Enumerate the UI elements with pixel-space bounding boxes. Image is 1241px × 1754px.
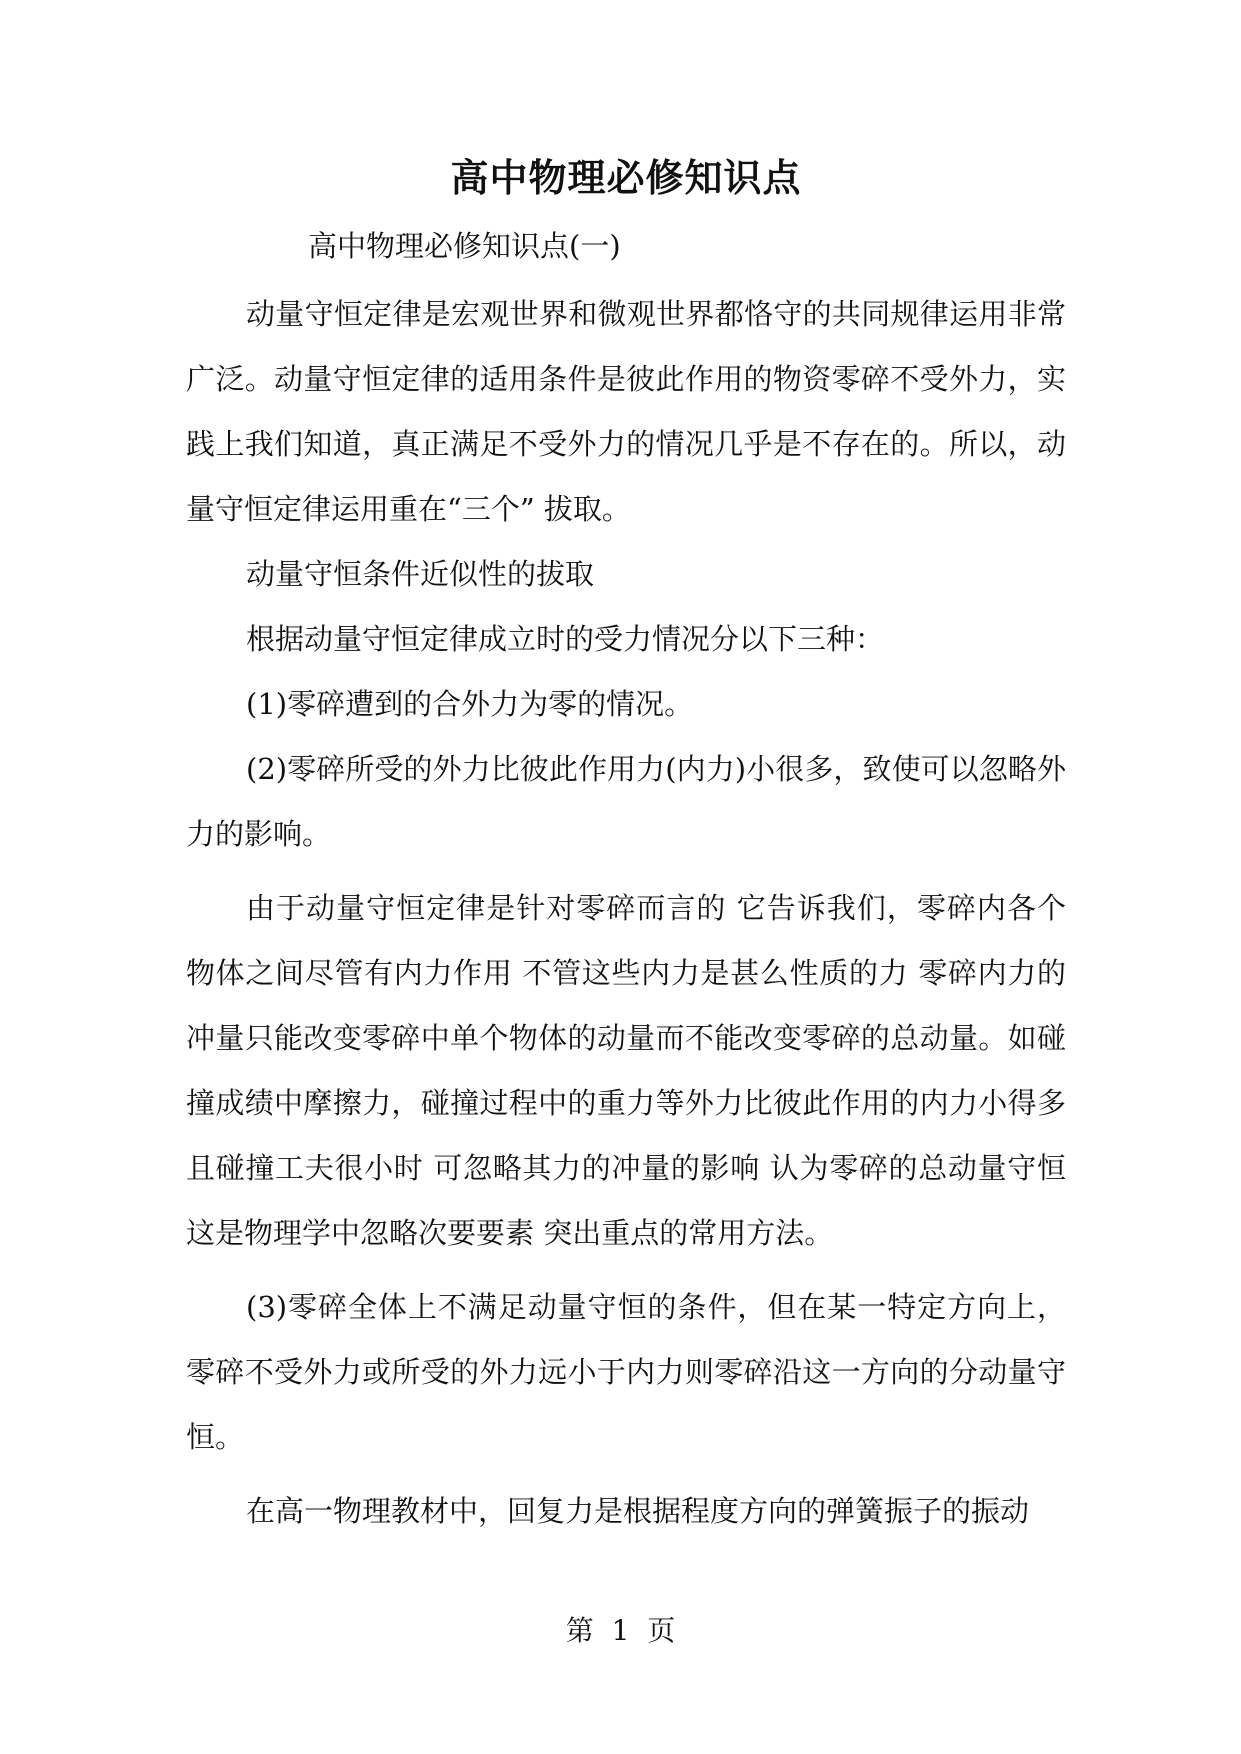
paragraph-3: 根据动量守恒定律成立时的受力情况分以下三种： xyxy=(246,622,885,656)
paragraph-5: (2)零碎所受的外力比彼此作用力(内力)小很多，致使可以忽略外力的影响。 xyxy=(186,752,1066,851)
section-heading: 高中物理必修知识点(一) xyxy=(308,229,621,263)
paragraph-4: (1)零碎遭到的合外力为零的情况。 xyxy=(246,687,694,721)
paragraph-8: 在高一物理教材中，回复力是根据程度方向的弹簧振子的振动 xyxy=(246,1494,1030,1528)
document-title: 高中物理必修知识点 xyxy=(450,155,802,200)
page-number-footer: 第 1 页 xyxy=(565,1614,676,1647)
paragraph-6: 由于动量守恒定律是针对零碎而言的 它告诉我们，零碎内各个物体之间尽管有内力作用 不管这些内力是甚么性质的力 零碎内力的冲量只能改变零碎中单个物体的动量而不能改变零碎的总动量。如碰撞成绩中摩擦力，碰撞过程中的重力等外力比彼此作用的内力小得多且碰撞工夫很小时 可忽略其力的冲量的影响 认为零碎的总动量守恒 这是物理学中忽略次要要素 突出重点的常用方法。 xyxy=(186,891,1066,1250)
paragraph-2: 动量守恒条件近似性的拔取 xyxy=(246,557,595,591)
document-body xyxy=(186,150,1066,1544)
paragraph-7: (3)零碎全体上不满足动量守恒的条件，但在某一特定方向上，零碎不受外力或所受的外力远小于内力则零碎沿这一方向的分动量守恒。 xyxy=(186,1290,1066,1454)
paragraph-1: 动量守恒定律是宏观世界和微观世界都恪守的共同规律运用非常广泛。动量守恒定律的适用条件是彼此作用的物资零碎不受外力，实践上我们知道，真正满足不受外力的情况几乎是不存在的。所以，动量守恒定律运用重在“三个” 拔取。 xyxy=(186,297,1066,526)
